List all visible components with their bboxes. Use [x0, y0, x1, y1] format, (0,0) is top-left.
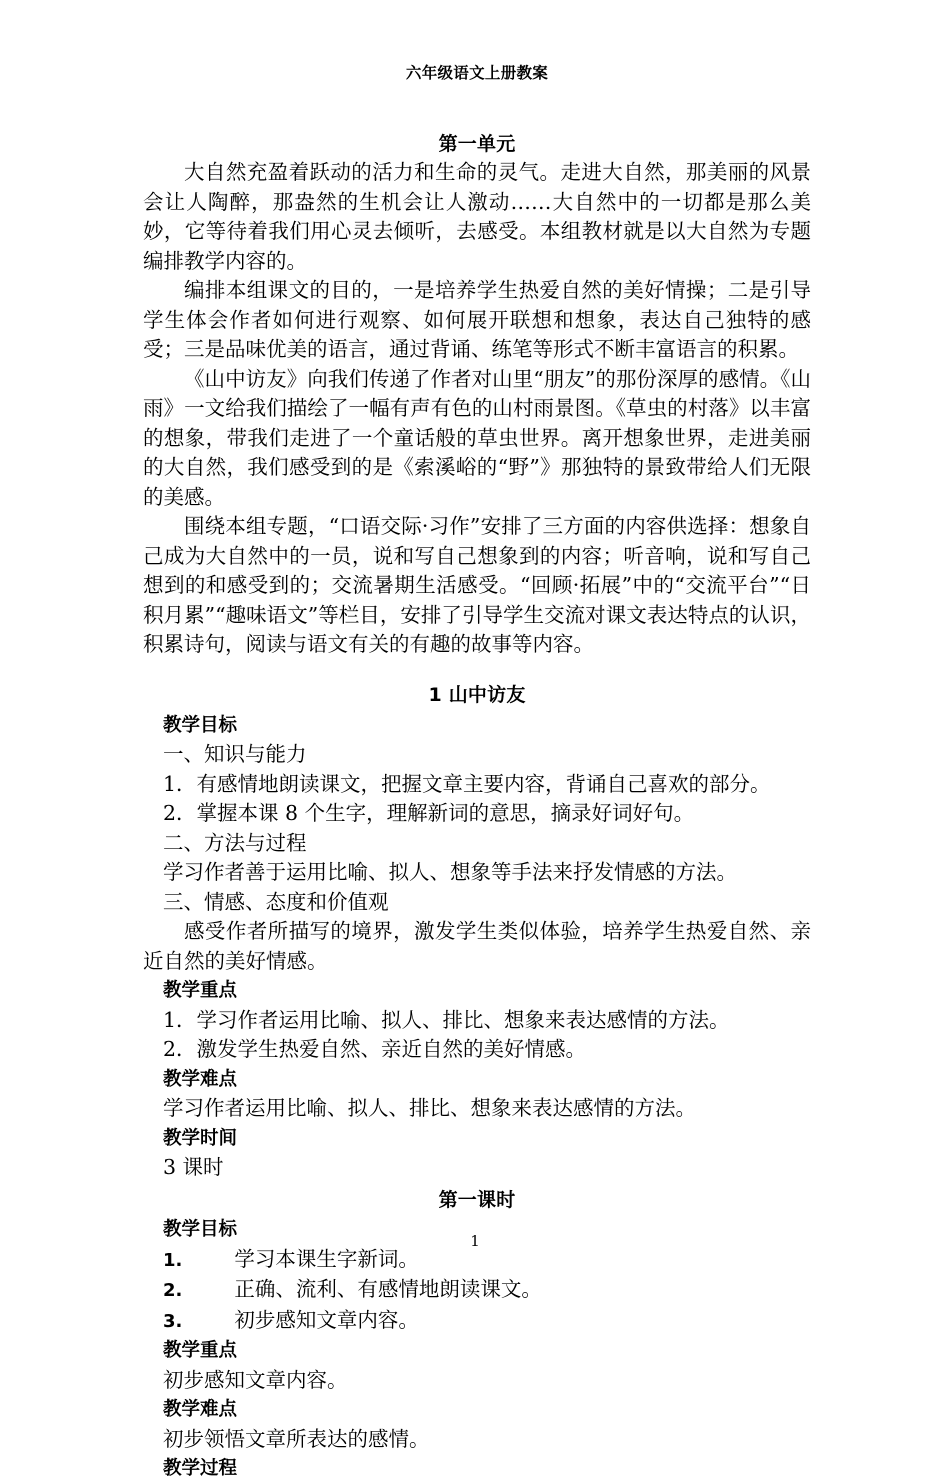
lesson-objective-item: 1．有感情地朗读课文，把握文章主要内容，背诵自己喜欢的部分。: [163, 771, 771, 796]
lesson-objective-item: 三、情感、态度和价值观: [163, 889, 389, 914]
lesson-objective-item: 二、方法与过程: [163, 830, 307, 855]
period-objective-item: [143, 1306, 811, 1337]
list-text: 初步感知文章内容。: [234, 1307, 419, 1332]
lesson-key-point-item: 2．激发学生热爱自然、亲近自然的美好情感。: [163, 1037, 587, 1062]
lesson-objective-item: 学习作者善于运用比喻、拟人、想象等手法来抒发情感的方法。: [163, 860, 737, 885]
lesson-objective-item: 2．掌握本课 8 个生字，理解新词的意思，摘录好词好句。: [163, 801, 695, 826]
lesson-key-point-item: 1．学习作者运用比喻、拟人、排比、想象来表达感情的方法。: [163, 1007, 730, 1032]
period-difficulty-text: 初步领悟文章所表达的感情。: [163, 1426, 430, 1451]
unit-paragraph-2: 编排本组课文的目的，一是培养学生热爱自然的美好情操；二是引导学生体会作者如何进行观察、如何展开联想和想象，表达自己独特的感受；三是品味优美的语言，通过背诵、练笔等形式不断丰富语言的积累。: [143, 278, 811, 362]
lesson-objectives-heading: 教学目标: [163, 714, 238, 736]
page-content: [143, 0, 811, 1484]
list-marker: 3.: [163, 1310, 183, 1332]
lesson-number: 1: [428, 683, 442, 706]
lesson-time-text: 3 课时: [163, 1155, 224, 1180]
lesson-difficulty-heading: 教学难点: [163, 1068, 238, 1090]
document-header-title: 六年级语文上册教案: [405, 64, 549, 82]
period-key-points-heading: 教学重点: [163, 1340, 238, 1362]
page-number: 1: [470, 1232, 480, 1250]
unit-paragraph-3: 《山中访友》向我们传递了作者对山里“朋友”的那份深厚的感情。《山雨》一文给我们描绘了一幅有声有色的山村雨景图。《草虫的村落》以丰富的想象，带我们走进了一个童话般的草虫世界。离开想象世界，走进美丽的大自然，我们感受到的是《索溪峪的“野”》那独特的景致带给人们无限的美感。: [143, 366, 811, 509]
lesson-time-heading: 教学时间: [163, 1127, 238, 1149]
period-objective-item: [143, 1275, 811, 1306]
period-process-heading: 教学过程: [163, 1458, 238, 1480]
period-one-heading: 第一课时: [438, 1188, 516, 1211]
list-marker: 2.: [163, 1280, 183, 1302]
period-objectives-heading: 教学目标: [163, 1219, 238, 1241]
unit-heading: 第一单元: [438, 132, 516, 155]
period-difficulty-heading: 教学难点: [163, 1399, 238, 1421]
list-marker: 1.: [163, 1249, 183, 1271]
lesson-heading: [143, 684, 811, 708]
lesson-key-points-heading: 教学重点: [163, 980, 238, 1002]
lesson-objectives-paragraph: 感受作者所描写的境界，激发学生类似体验，培养学生热爱自然、亲近自然的美好情感。: [143, 919, 811, 973]
unit-paragraph-1: 大自然充盈着跃动的活力和生命的灵气。走进大自然，那美丽的风景会让人陶醉，那盎然的生机会让人激动……大自然中的一切都是那么美妙，它等待着我们用心灵去倾听，去感受。本组教材就是以大自然为专题编排教学内容的。: [143, 160, 811, 273]
lesson-title: 山中访友: [448, 683, 526, 706]
lesson-difficulty-text: 学习作者运用比喻、拟人、排比、想象来表达感情的方法。: [163, 1096, 696, 1121]
period-key-points-text: 初步感知文章内容。: [163, 1367, 348, 1392]
list-text: 学习本课生字新词。: [234, 1246, 419, 1271]
lesson-objective-item: 一、知识与能力: [163, 742, 307, 767]
unit-paragraph-4: 围绕本组专题，“口语交际·习作”安排了三方面的内容供选择：想象自己成为大自然中的一员，说和写自己想象到的内容；听音响，说和写自己想到的和感受到的；交流暑期生活感受。“回顾·拓展”中的“交流平台”“日积月累”“趣味语文”等栏目，安排了引导学生交流对课文表达特点的认识，积累诗句，阅读与语文有关的有趣的故事等内容。: [143, 514, 811, 657]
list-text: 正确、流利、有感情地朗读课文。: [234, 1277, 542, 1302]
